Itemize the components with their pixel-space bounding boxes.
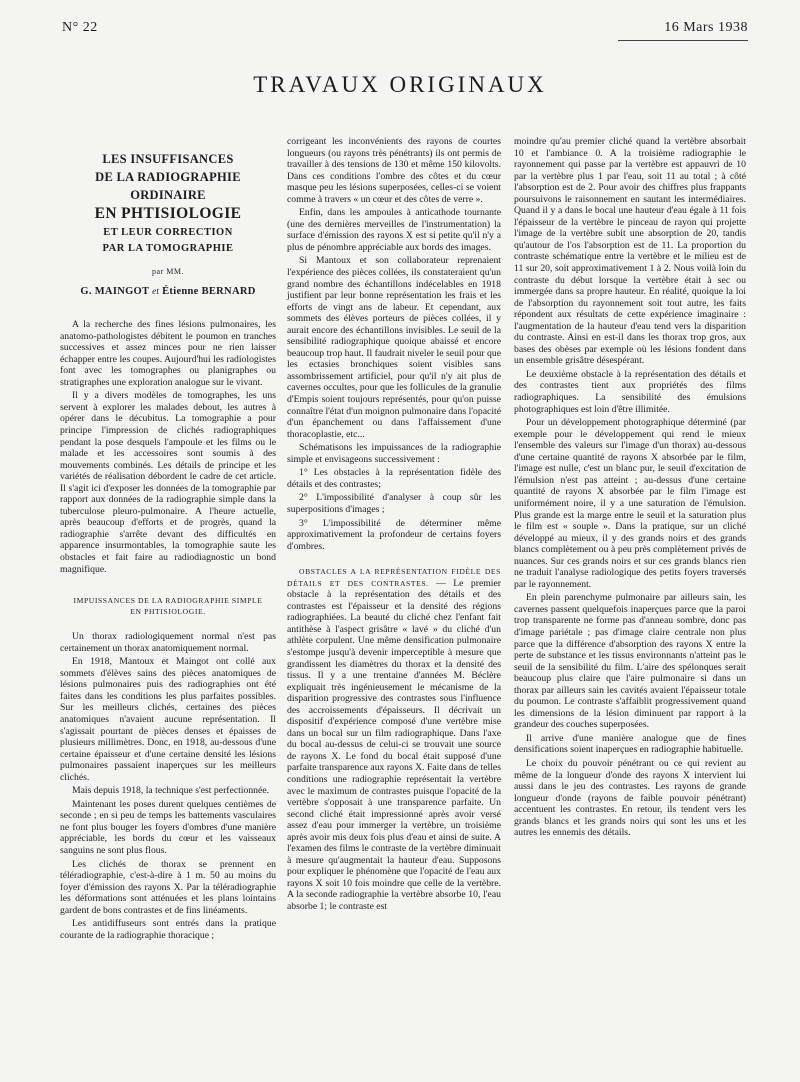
article-title-line-2: DE LA RADIOGRAPHIE ORDINAIRE [95,170,241,202]
list-item: 1° Les obstacles à la représentation fidèle des détails et des contrastes; [287,467,501,490]
paragraph: A la recherche des fines lésions pulmonaires, les anatomo-pathologistes débitent le poumon en tranches successives et assez minces pour ne rien laisser échapper entre les coupes. Aujourd'hui les radiologistes font avec les tomographes ou planigraphes ou stratigraphes une exploration analogue sur le vivant. [60,319,276,388]
paragraph: Pour un développement photographique déterminé (par exemple pour le développement qui rend le mieux l'ensemble des valeurs sur l'image d'un thorax) au-dessous d'une certaine quantité de rayons X absorbée par le film, l'image est nulle, c'est un blanc pur, le seuil d'excitation de l'émulsion n'est pas atteint ; au-dessus d'une certaine quantité de rayons X absorbée par le film l'image est uniformément noire, il y a une saturation de l'émulsion. Plus grande est la marge entre le seuil et la saturation plus le film est « souple ». Dans la pratique, sur un cliché développé au mieux, il y des grands noirs et des grands blancs complètement ou à peu près complètement privés de nuances. Sur ces grands noirs et sur ces grands blancs rien ne traduit l'analyse radiologique des petits foyers traversés par le rayonnement. [514,417,746,590]
paragraph: Maintenant les poses durent quelques centièmes de seconde ; en si peu de temps les battements vasculaires ne font plus bouger les foyers d'ombres d'une manière appréciable, les bords du cœur et les vaisseaux sanguins ne sont plus flous. [60,798,276,856]
list-item: 3° L'impossibilité de déterminer même approximativement la profondeur de certains foyers d'ombres. [287,517,501,552]
column-1 [60,136,276,943]
paragraph: En 1918, Mantoux et Maingot ont collé aux sommets d'élèves sains des pièces anatomiques de lésions pulmonaires puis des radiographies ont été faites dans les conditions les plus parfaites possibles. Sur les meilleurs clichés, certaines des pièces anatomiques n'avaient aucune représentation. Il s'agissait pourtant de pièces denses et épaisses de plusieurs millimètres. Donc, en 1918, au-dessous d'une certaine épaisseur et d'une certaine densité les lésions pulmonaires passaient inaperçues sur les meilleurs clichés. [60,656,276,783]
section-heading-line-1: IMPUISSANCES DE LA RADIOGRAPHIE SIMPLE [73,596,263,606]
article-authors [60,286,276,298]
article-title-line-1: LES INSUFFISANCES [102,152,234,166]
issue-date: 16 Mars 1938 [664,20,748,35]
paragraph: Schématisons les impuissances de la radiographie simple et envisageons successivement : [287,442,501,465]
paragraph: Le deuxième obstacle à la représentation des détails et des contrastes tient aux propriétés des films radiographiques. La sensibilité des émulsions photographiques est loin d'être illimitée. [514,368,746,415]
article-subtitle-line-1: ET LEUR CORRECTION [103,227,233,238]
paragraph: Les clichés de thorax se prennent en téléradiographie, c'est-à-dire à 1 m. 50 au moins du foyer d'émission des rayons X. Par la téléradiographie les déformations sont atténuées et les plans lointains gardent de bons contrastes et de fins linéaments. [60,858,276,916]
list-item: 2° L'impossibilité d'analyser à coup sûr les superpositions d'images ; [287,492,501,515]
paragraph-text: — Le premier obstacle à la représentation des détails et des contrastes est l'épaisseur et la densité des régions radiographiées. La beauté du cliché chez l'enfant fait antithèse à l'aspect grisâtre « lavé » du cliché d'un athlète corpulent. Une même densification pulmonaire s'estompe jusqu'à devenir imperceptible à mesure que grandissent les diamètres du thorax et la densité des tissus. Il y a une trentaine d'années M. Béclère expliquait très ingénieusement le mécanisme de la disparition progressive des contrastes sous l'influence des accroissements d'épaisseurs. Il décrivait un dispositif d'expérience composé d'une vertèbre mise dans un bocal sur un film radiographique. Dans l'axe du bocal au-dessus de celui-ci se trouvait une source de rayons X. Le fond du bocal était supposé d'une parfaite transparence aux rayons X. Faite dans de telles conditions une radiographie représentait la vertèbre avec le maximum de contrastes puisque l'opacité de la vertèbre s'opposait à une transparence parfaite. Un second cliché était impressionné après avoir versé assez d'eau pour immerger la vertèbre, un troisième après avoir mis deux fois plus d'eau et ainsi de suite. A l'examen des films le contraste de la vertèbre diminuait à mesure qu'augmentait la hauteur d'eau. Supposons pour expliquer le phénomène que l'opacité de l'eau aux rayons X soit 10 fois moindre que celle de la vertèbre. A la seconde radiographie la vertèbre absorbe 10, l'eau absorbe 1; le contraste est [287,577,502,912]
section-heading [60,595,276,617]
paragraph: En plein parenchyme pulmonaire par ailleurs sain, les cavernes passent quelquefois inaperçues parce que la paroi trop transparente ne forme pas d'anneau sombre, donc pas d'image pariétale ; pas d'image claire centrale non plus parce que la différence d'absorption des rayons X entre la perte de substance et les tissus environnants n'atteint pas le seuil de la sensibilité du film. L'aire des spélonques serait beaucoup plus claire que l'aire pulmonaire si dans un thorax par ailleurs sain les cavités avaient l'épaisseur totale du poumon. Le contraste s'affaiblit progressivement quand les dimensions de la lésion diminuent par rapport à la grandeur des couches superposées. [514,592,746,731]
column-2 [287,136,501,915]
issue-number: N° 22 [62,20,98,35]
paragraph: moindre qu'au premier cliché quand la vertèbre absorbait 10 et l'ambiance 0. A la troisième radiographie le rayonnement qui passe par la vertèbre est appauvri de 10 par la vertèbre plus 1 par l'eau, soit 11 au total ; à côté l'absorption est de 2. Pour avoir des chiffres plus frappants poursuivons le raisonnement en sautant les intermédiaires. Quand il y a dans le bocal une hauteur d'eau égale à 11 fois l'épaisseur de la vertèbre le pinceau de rayon qui projette l'image de la vertèbre subit une absorption de 20, tandis qu'autour de l'os l'absorption est de 11. La proportion du contraste schématique entre la vertèbre et le milieu est de 11 sur 20, soit approximativement 1 à 2. Nous voilà loin du contraste du début lorsque la vertèbre était à sec ou immergée dans sa propre hauteur. En réalité, quoique la loi de l'absorption du rayonnement soit tout autre, les faits répondent aux résultats de cette expérience imaginaire : l'augmentation de la hauteur d'eau tend vers la disparition du contraste. Ainsi en est-il dans les thorax trop gros, aux bases des obèses par exemple où les lésions fondent dans un ensemble grisâtre désespérant. [514,136,746,367]
paragraph: Le choix du pouvoir pénétrant ou ce qui revient au même de la longueur d'onde des rayons X intervient lui aussi dans le jeu des contrastes. Les rayons de grande longueur d'onde (rayons de faible pouvoir pénétrant) accentuent les contrastes. En retour, ils tendent vers les grands blancs et les grands noirs qui sont les uns et les autres les ennemis des détails. [514,757,746,839]
article-title-block [60,150,276,297]
paragraph: Les antidiffuseurs sont entrés dans la pratique courante de la radiographie thoracique ; [60,918,276,941]
paragraph-with-heading [287,566,501,912]
header-rule [618,40,748,41]
section-heading-line-2: EN PHTISIOLOGIE. [130,607,206,617]
author-1: G. MAINGOT [80,285,150,297]
column-3 [514,136,746,841]
paragraph: corrigeant les inconvénients des rayons de courtes longueurs (ou rayons très pénétrants) ils ont permis de travailler à des tensions de 130 et même 150 kilovolts. Dans ces conditions l'ombre des côtes et du cœur masque peu les lésions superposées, celles-ci se voient comme à travers « un cœur et des côtes de verre ». [287,136,501,205]
article-subtitle-line-2: PAR LA TOMOGRAPHIE [102,243,234,254]
paragraph: Il arrive d'une manière analogue que de fines densifications soient inaperçues en radiographie habituelle. [514,732,746,756]
paragraph: Il y a divers modèles de tomographes, les uns servent à explorer les malades debout, les autres à opérer dans le décubitus. La tomographie a pour principe l'impression de clichés radiographiques pendant la pose desquels l'ampoule et les films ou le malade et les accessoires sont soumis à des mouvements combinés. Les détails de principe et les variétés de réalisation débordent le cadre de cet article. Il s'agit ici d'exposer les données de la tomographie par rapport aux données de la radiographie simple dans la tuberculose pleuro-pulmonaire. A l'heure actuelle, après beaucoup d'efforts et de progrès, quand la radiographie s'arrête devant des difficultés en apparence insurmontables, la tomographie saute les obstacles et fait faire au radiodiagnostic un bond magnifique. [60,390,276,575]
article-title-line-3: EN PHTISIOLOGIE [94,205,242,222]
paragraph: Mais depuis 1918, la technique s'est perfectionnée. [72,785,270,797]
author-conjunction: et [152,285,160,296]
paragraph: Un thorax radiologiquement normal n'est pas certainement un thorax anatomiquement normal. [60,631,276,654]
paragraph: Enfin, dans les ampoules à anticathode tournante (une des dernières merveilles de l'instrumentation) la surface d'émission des rayons X est si petite qu'il n'y a plus de pénombre appréciable aux bords des images. [287,207,501,253]
author-2: Étienne BERNARD [162,285,256,297]
section-heading: OBSTACLES A LA REPRÉSENTATION FIDÈLE DES DÉTAILS ET DES CONTRASTES. [287,567,501,588]
section-title: TRAVAUX ORIGINAUX [253,72,547,97]
paragraph: Si Mantoux et son collaborateur reprenaient l'expérience des pièces collées, ils constateraient qu'un grand nombre des échantillons indécelables en 1918 justifient par leur bonne représentation les frais et les efforts de vingt ans de labeur. Et cependant, aux sommets des élèves porteurs de pièces collées, il y aurait encore des échantillons invisibles. Le seuil de la sensibilité radiographique quoique abaissé et encore beaucoup trop haut. Il faudrait niveler le seuil pour que les ectasies bronchiques soient visibles sans assombrissement artificiel, pour qu'il n'y ait plus de cavernes occultes, pour que les follicules de la granulie d'Empis soient toujours représentés, pour qu'on puisse connaître l'état d'un moignon pulmonaire dans l'opacité d'un épanchement ou dans l'affaissement d'une thoracoplastie, etc... [287,255,501,440]
par-mm: par MM. [152,267,184,276]
